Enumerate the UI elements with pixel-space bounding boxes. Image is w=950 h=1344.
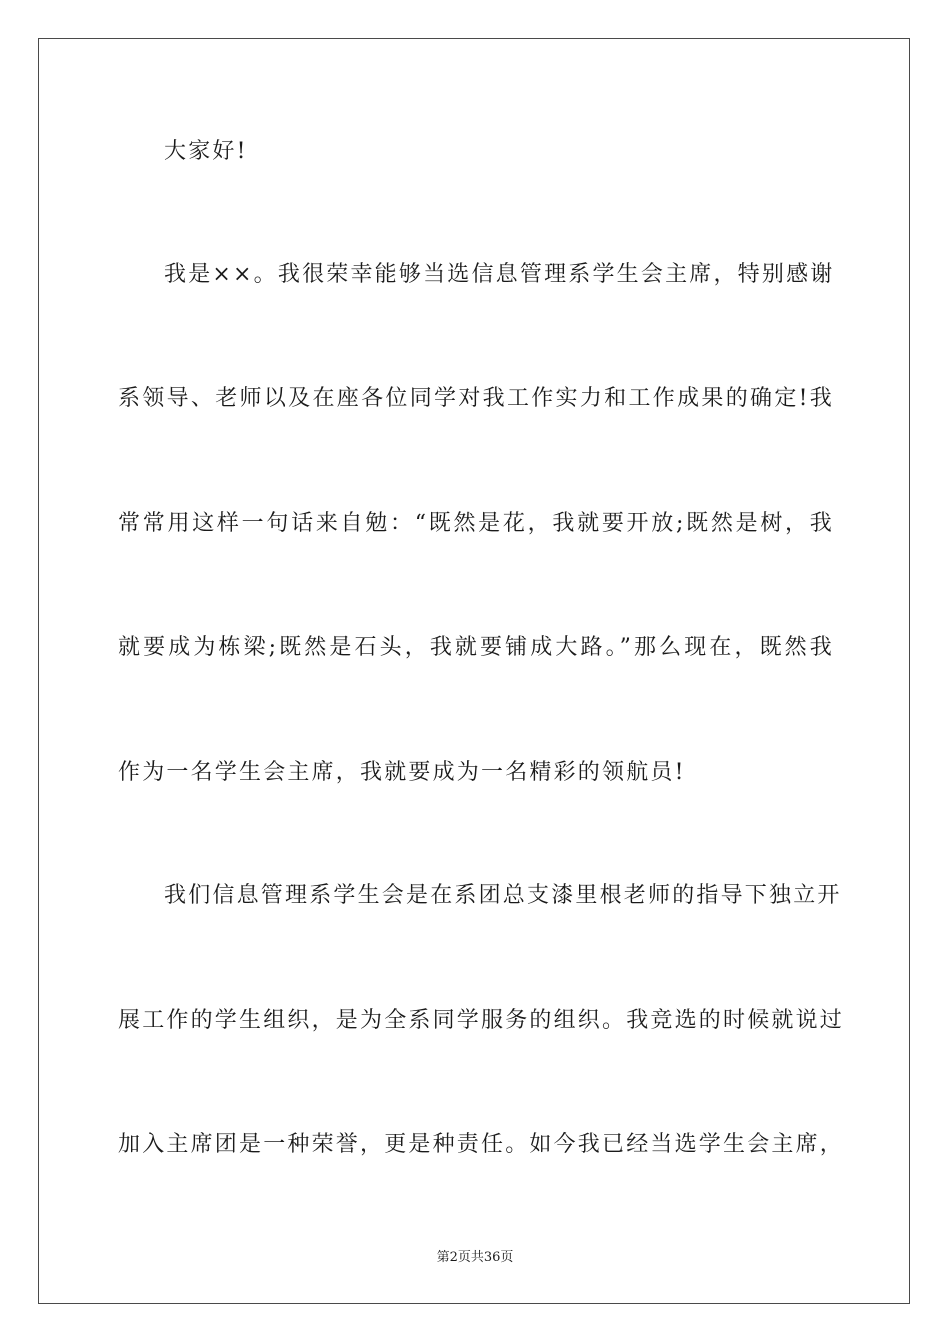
page-footer — [0, 1250, 950, 1266]
page-number: 第2页 — [436, 1250, 471, 1265]
page-total: 共36页 — [470, 1250, 514, 1265]
paragraph-2-line-1: 我们信息管理系学生会是在系团总支漆里根老师的指导下独立开 — [164, 883, 842, 908]
paragraph-2-line-3: 加入主席团是一种荣誉，更是种责任。如今我已经当选学生会主席， — [118, 1132, 845, 1157]
paragraph-1-line-5: 作为一名学生会主席，我就要成为一名精彩的领航员! — [118, 760, 686, 785]
paragraph-1-line-4: 就要成为栋梁;既然是石头，我就要铺成大路。”那么现在，既然我 — [118, 635, 834, 660]
paragraph-2-line-2: 展工作的学生组织，是为全系同学服务的组织。我竞选的时候就说过 — [118, 1008, 845, 1033]
paragraph-1-line-1: 我是××。我很荣幸能够当选信息管理系学生会主席，特别感谢 — [164, 262, 835, 287]
paragraph-1-line-2: 系领导、老师以及在座各位同学对我工作实力和工作成果的确定!我 — [118, 386, 834, 411]
paragraph-1-line-3: 常常用这样一句话来自勉：“既然是花，我就要开放;既然是树，我 — [118, 511, 834, 536]
greeting-line: 大家好! — [164, 139, 248, 164]
page-border — [38, 38, 910, 1304]
